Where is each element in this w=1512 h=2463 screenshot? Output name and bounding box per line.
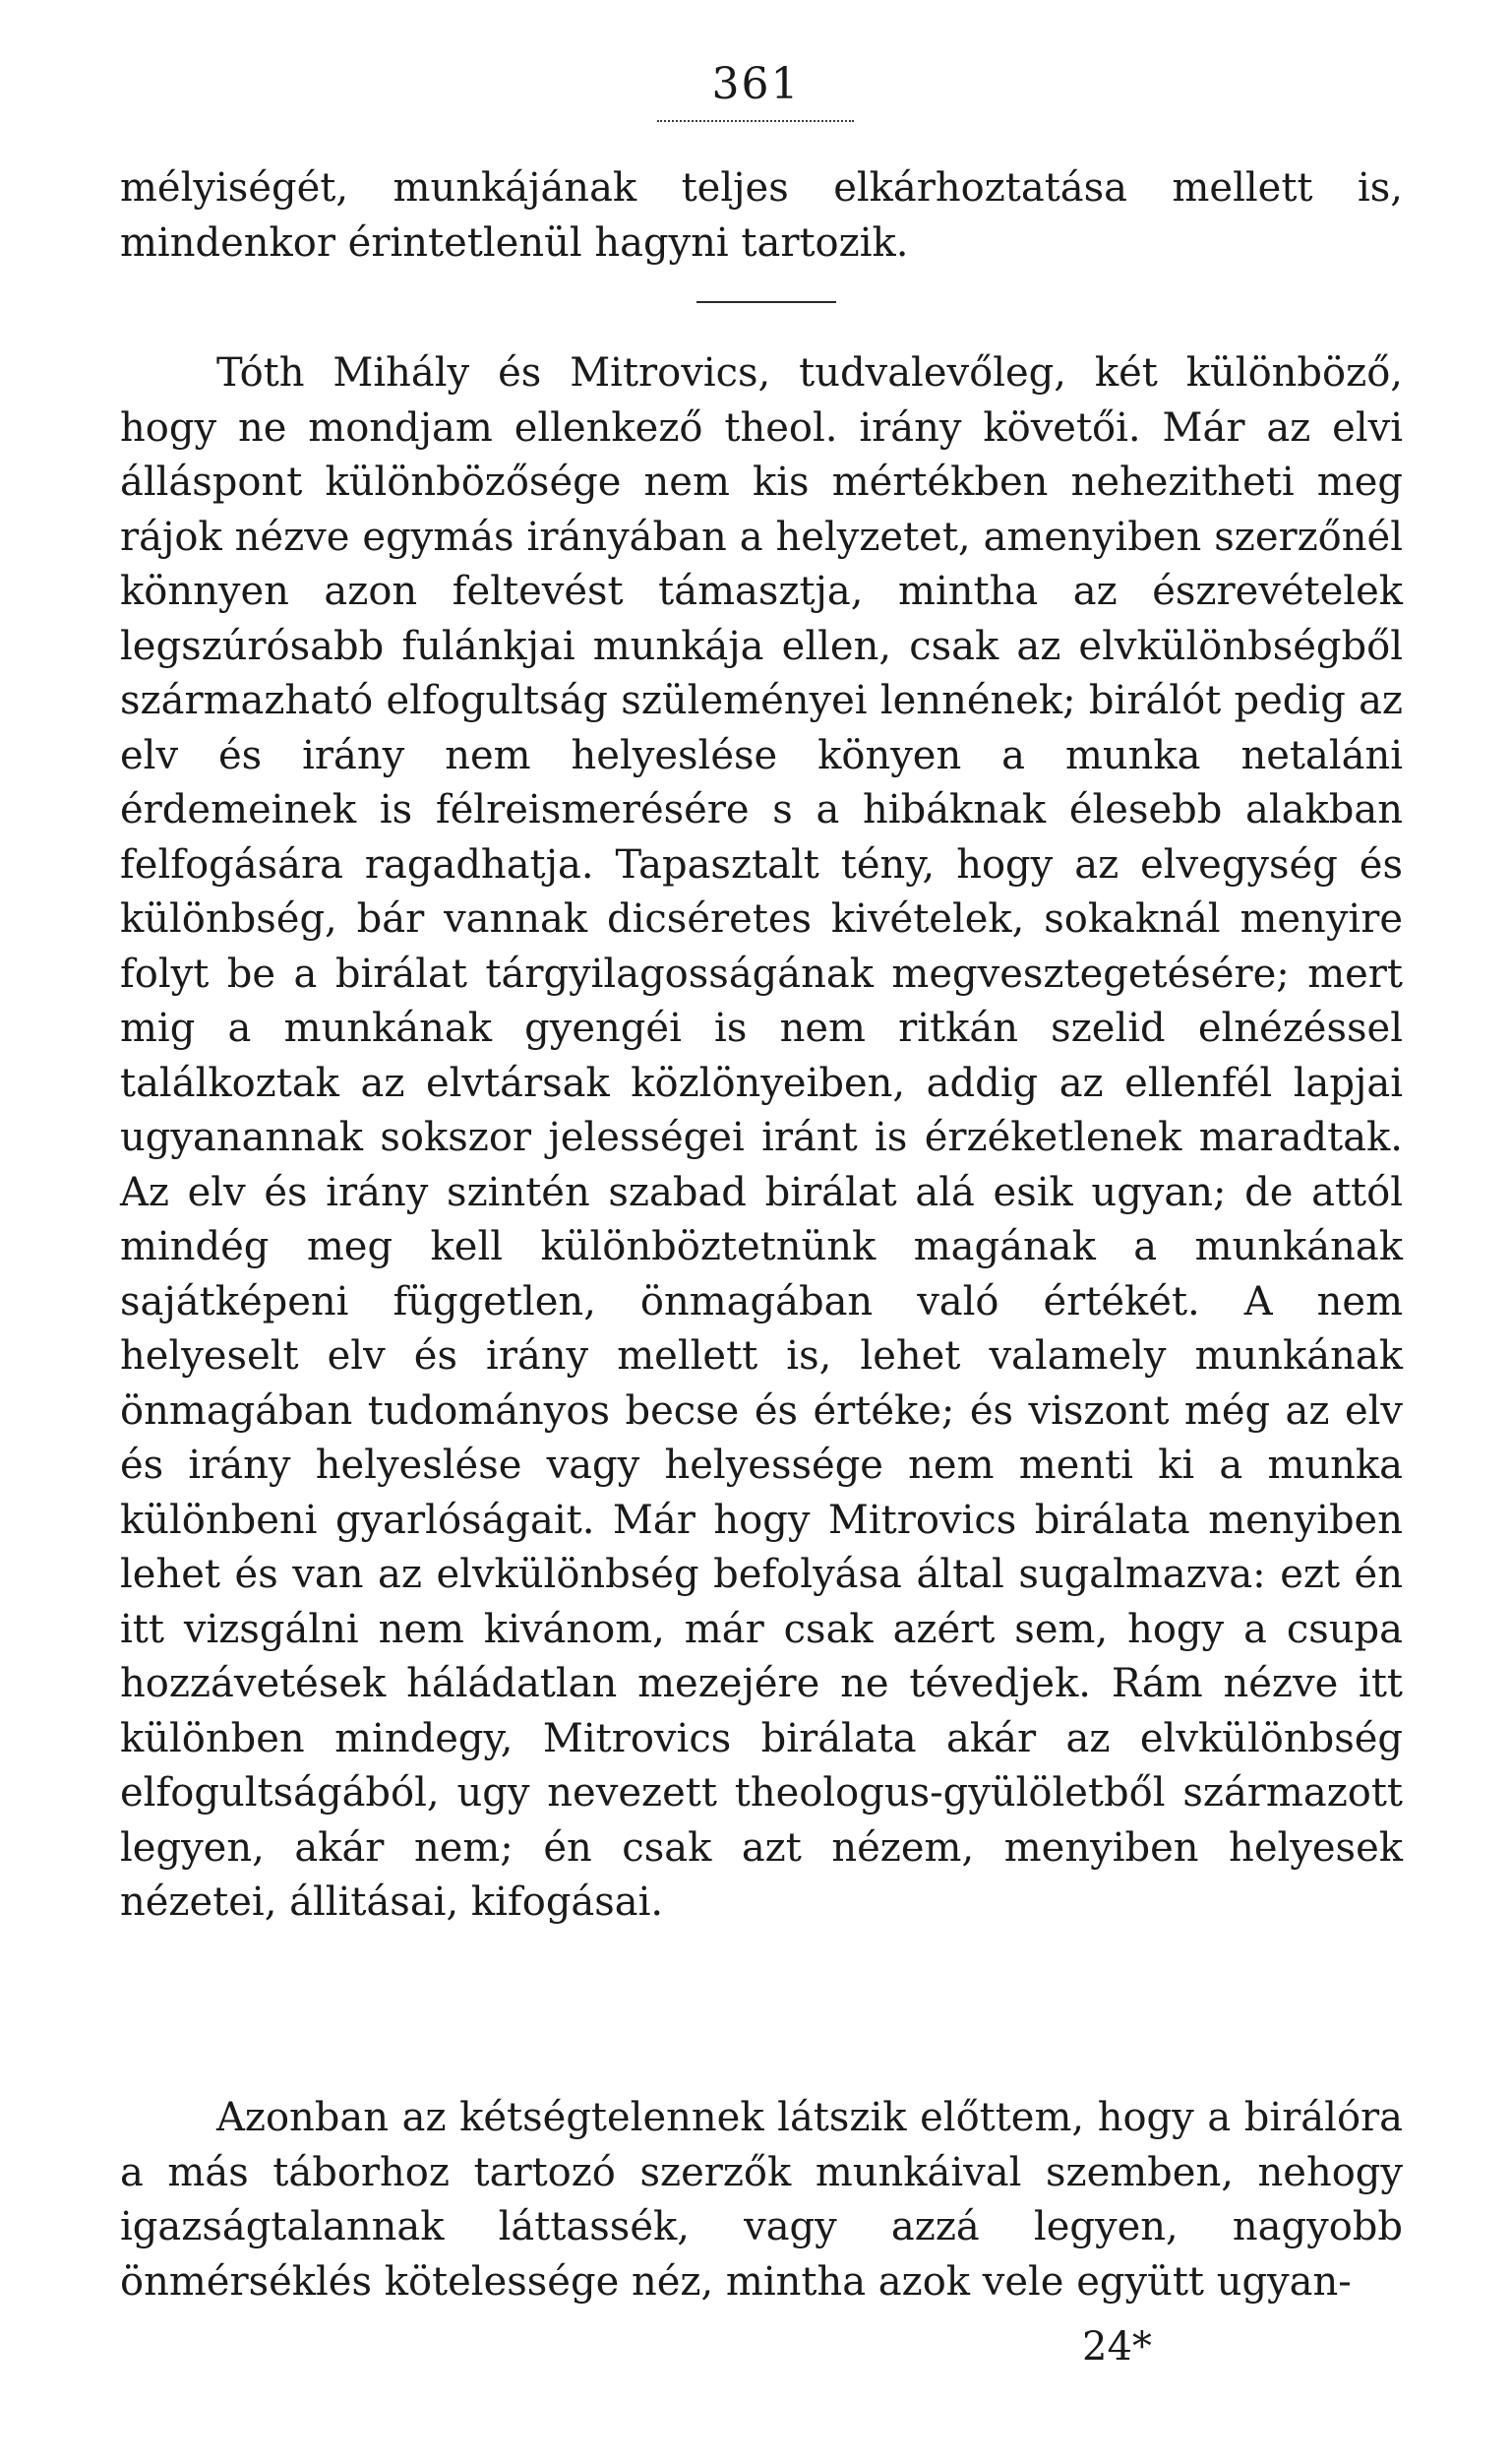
section-separator	[696, 301, 836, 303]
page-number: 361	[711, 59, 801, 109]
signature-mark: 24*	[1082, 2324, 1152, 2370]
paragraph-continuation: mélyiségét, munkájának teljes elkárhoztatása mellett is, mindenkor érintetlenül hagyni tartozik.	[120, 165, 1403, 266]
paragraph-main: Tóth Mihály és Mitrovics, tudvalevőleg, két különböző, hogy ne mondjam ellenkező theol. irány követői. Már az elvi álláspont különbözősége nem kis mértékben nehezitheti meg rájok nézve egymás irányában a helyzetet, amenyiben szerzőnél könnyen azon feltevést támasztja, mintha az észrevételek legszúrósabb fulánkjai munkája ellen, csak az elvkülönbségből származható elfogultság szüleményei lennének; birálót pedig az elv és irány nem helyeslése könyen a munka netaláni érdemeinek is félreismerésére s a hibáknak élesebb alakban felfogására ragadhatja. Tapasztalt tény, hogy az elvegység és különbség, bár vannak dicséretes kivételek, sokaknál menyire folyt be a birálat tárgyilagosságának megvesztegetésére; mert mig a munkának gyengéi is nem ritkán szelid elnézéssel találkoztak az elvtársak közlönyeiben, addig az ellenfél lapjai ugyanannak sokszor jelességei iránt is érzéketlenek maradtak. Az elv és irány szintén szabad birálat alá esik ugyan; de attól mindég meg kell különböztetnünk magának a munkának sajátképeni független, önmagában való értékét. A nem helyeselt elv és irány mellett is, lehet valamely munkának önmagában tudományos becse és értéke; és viszont még az elv és irány helyeslése vagy helyessége nem menti ki a munka különbeni gyarlóságait. Már hogy Mitrovics birálata menyiben lehet és van az elvkülönbség befolyása által sugalmazva: ezt én itt vizsgálni nem kivánom, már csak azért sem, hogy a csupa hozzávetések háládatlan mezejére ne tévedjek. Rám nézve itt különben mindegy, Mitrovics birálata akár az elvkülönbség elfogultságából, ugy nevezett theologus-gyülöletből származott legyen, akár nem; én csak azt nézem, menyiben helyesek nézetei, állitásai, kifogásai.	[120, 350, 1403, 1925]
page-number-rule	[657, 114, 854, 122]
paragraph-final: Azonban az kétségtelennek látszik előttem, hogy a birálóra a más táborhoz tartozó szerzők munkáival szemben, nehogy igazságtalannak láttassék, vagy azzá legyen, nagyobb önmérséklés kötelessége néz, mintha azok vele együtt ugyan-	[120, 2095, 1403, 2305]
